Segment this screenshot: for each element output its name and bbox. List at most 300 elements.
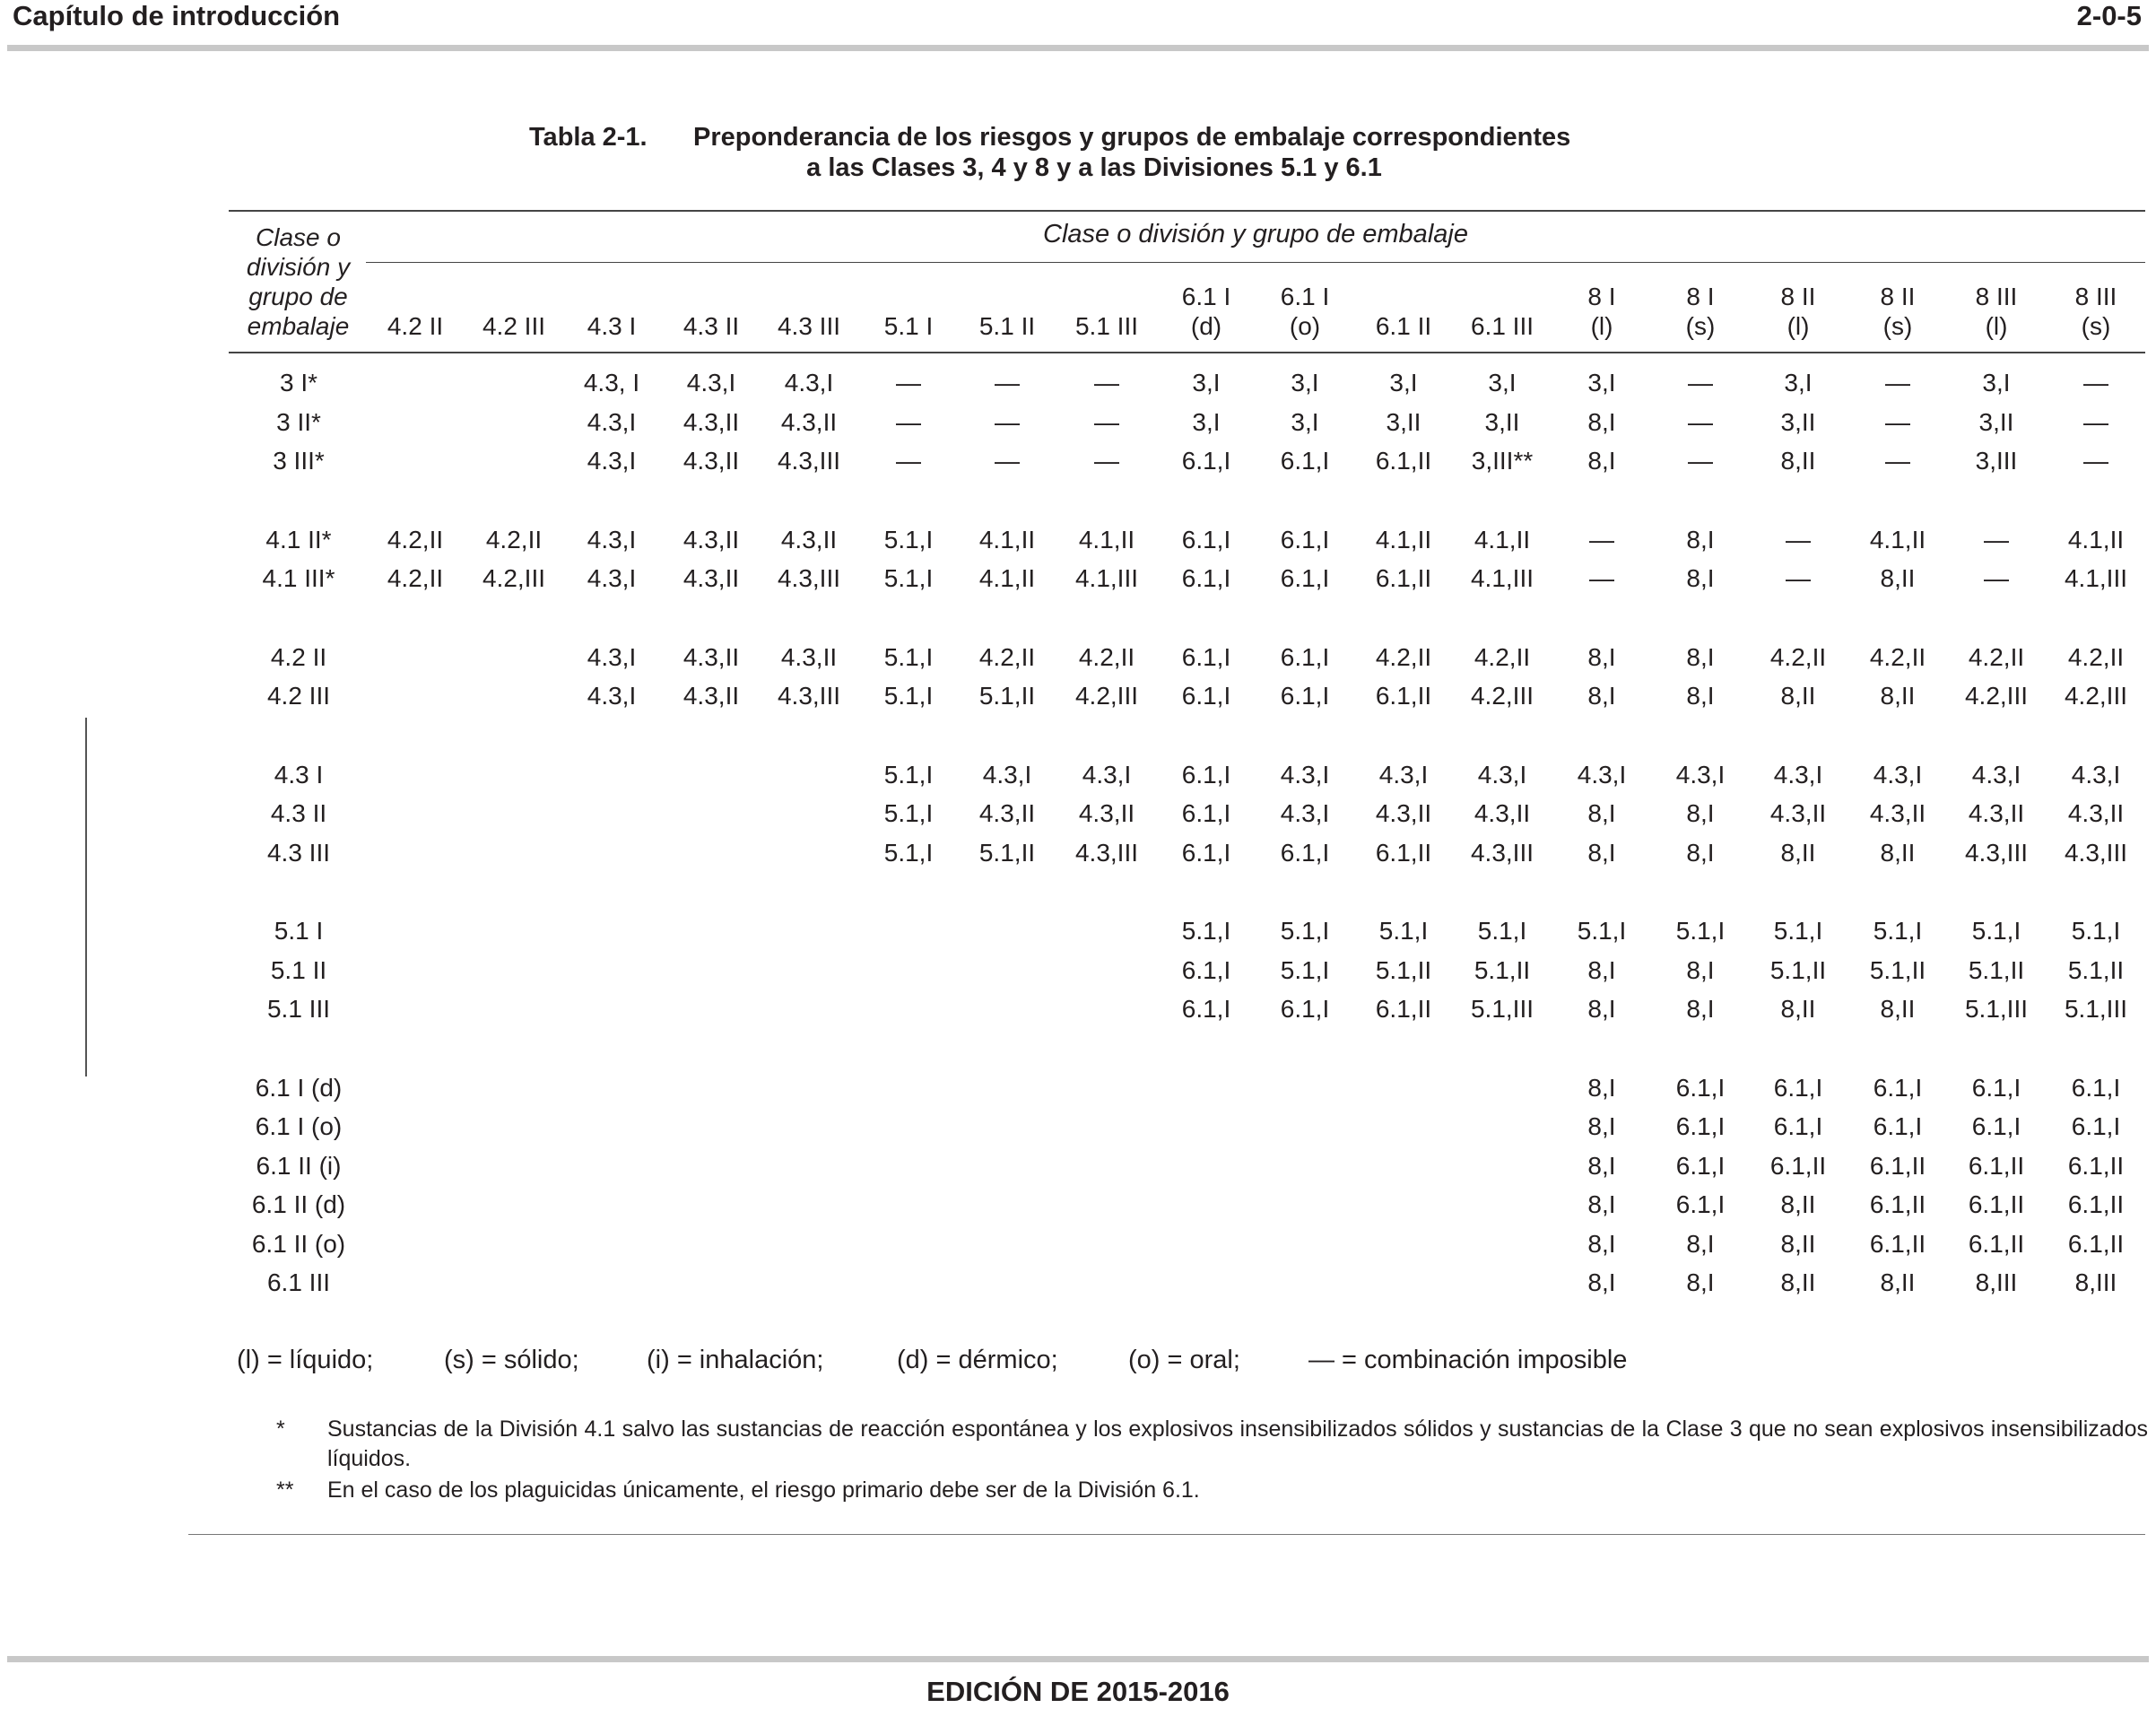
- table-cell: 4.1,III: [2064, 564, 2128, 592]
- column-header-line: 4.3 III: [777, 312, 841, 340]
- table-cell: 6.1,I: [1181, 682, 1231, 710]
- table-cell: 4.3,II: [780, 643, 838, 671]
- legend-item: — = combinación imposible: [1308, 1346, 1628, 1374]
- table-cell: 8,I: [1686, 1268, 1715, 1296]
- table-cell: 4.3,I: [587, 682, 637, 710]
- table-cell: 4.3,I: [1280, 799, 1330, 827]
- table-cell: 4.2,II: [1869, 643, 1926, 671]
- table-cell: 8,I: [1587, 799, 1616, 827]
- column-header: [1848, 278, 1947, 341]
- table-cell: 6.1,II: [1869, 1230, 1926, 1258]
- table-cell: 4.3,I: [1378, 761, 1429, 789]
- column-header-line: 8 II: [1880, 283, 1916, 310]
- table-cell: 4.3,III: [1964, 839, 2029, 867]
- table-cell: 8,I: [1587, 839, 1616, 867]
- legend-item: (o) = oral;: [1128, 1346, 1240, 1374]
- column-header: [1157, 278, 1256, 341]
- column-header-line: (d): [1190, 312, 1222, 340]
- table-cell: 6.1,II: [1869, 1152, 1926, 1180]
- column-header-line: 6.1 III: [1470, 312, 1534, 340]
- table-cell: —: [1984, 526, 2009, 553]
- table-cell: 5.1,I: [2071, 917, 2121, 945]
- table-cell: 5.1,I: [1280, 917, 1330, 945]
- column-header-line: 6.1 II: [1375, 312, 1432, 340]
- row-label: 6.1 I (d): [255, 1074, 343, 1102]
- table-cell: 3,I: [1488, 369, 1517, 397]
- column-header: [2047, 278, 2145, 341]
- table-cell: 4.3,I: [1675, 761, 1726, 789]
- table-cell: 6.1,II: [1375, 995, 1432, 1023]
- table-cell: 4.3,II: [682, 643, 740, 671]
- table-cell: —: [2083, 369, 2108, 397]
- column-header: [1057, 278, 1156, 341]
- table-title-line-2: a las Clases 3, 4 y 8 y a las Divisiones 5.1 y 6.1: [806, 153, 1382, 182]
- column-header: [760, 278, 858, 341]
- table-cell: 3,I: [1192, 369, 1221, 397]
- table-cell: 4.3,I: [1971, 761, 2021, 789]
- table-cell: —: [1094, 369, 1119, 397]
- table-cell: 4.1,II: [978, 526, 1036, 553]
- table-cell: 6.1,I: [1181, 956, 1231, 984]
- table-cell: 6.1,II: [1375, 564, 1432, 592]
- group-header-rule: [366, 262, 2145, 263]
- table-cell: 5.1,I: [883, 526, 934, 553]
- footer-divider: [7, 1656, 2149, 1662]
- table-cell: 8,I: [1587, 1112, 1616, 1140]
- table-cell: 6.1,I: [1280, 839, 1330, 867]
- table-cell: 5.1,I: [1873, 917, 1923, 945]
- footnote: [276, 1415, 2151, 1474]
- table-cell: 6.1,I: [2071, 1112, 2121, 1140]
- table-cell: —: [995, 369, 1020, 397]
- row-label: 3 II*: [276, 408, 321, 436]
- column-header-line: (s): [1882, 312, 1913, 340]
- table-cell: —: [2083, 447, 2108, 475]
- table-cell: 4.2,II: [1474, 643, 1531, 671]
- table-cell: 6.1,II: [1375, 839, 1432, 867]
- chapter-title: Capítulo de introducción: [13, 0, 341, 31]
- table-cell: 6.1,I: [1280, 682, 1330, 710]
- table-cell: 4.3,II: [2067, 799, 2125, 827]
- table-cell: 8,I: [1686, 799, 1715, 827]
- footnote-mark: *: [276, 1416, 285, 1442]
- table-cell: 4.1,III: [1470, 564, 1534, 592]
- row-label: 4.1 III*: [262, 564, 335, 592]
- table-cell: 3,I: [1389, 369, 1418, 397]
- table-cell: 6.1,I: [1181, 761, 1231, 789]
- column-header-line: 8 I: [1587, 283, 1616, 310]
- table-cell: 8,I: [1587, 956, 1616, 984]
- table-cell: 4.3,II: [978, 799, 1036, 827]
- table-cell: 4.3,I: [587, 408, 637, 436]
- table-cell: 4.3,I: [587, 526, 637, 553]
- table-cell: —: [1984, 564, 2009, 592]
- table-cell: —: [1589, 564, 1614, 592]
- table-cell: 4.3, I: [583, 369, 640, 397]
- table-cell: 3,I: [1587, 369, 1616, 397]
- table-cell: 5.1,II: [1474, 956, 1531, 984]
- table-cell: 8,II: [1780, 1190, 1816, 1218]
- legend-item: (s) = sólido;: [444, 1346, 579, 1374]
- table-cell: 4.2,II: [387, 526, 444, 553]
- table-cell: 4.2,II: [485, 526, 543, 553]
- table-cell: 8,II: [1880, 839, 1916, 867]
- table-cell: 4.2,II: [1769, 643, 1827, 671]
- table-cell: 4.3,I: [587, 447, 637, 475]
- table-cell: 5.1,II: [978, 682, 1036, 710]
- table-cell: 4.3,II: [682, 447, 740, 475]
- table-cell: 5.1,I: [883, 643, 934, 671]
- table-cell: 8,I: [1587, 1074, 1616, 1102]
- table-cell: 4.2,II: [1968, 643, 2025, 671]
- table-cell: 4.2,II: [1078, 643, 1135, 671]
- table-cell: —: [1885, 369, 1910, 397]
- table-cell: 6.1,I: [1971, 1112, 2021, 1140]
- table-cell: 4.2,III: [2064, 682, 2128, 710]
- margin-change-bar: [85, 718, 87, 1076]
- column-header: [958, 278, 1056, 341]
- table-cell: 6.1,I: [1181, 643, 1231, 671]
- table-cell: 3,III: [1975, 447, 2018, 475]
- table-cell: 4.3,III: [777, 564, 841, 592]
- table-cell: 4.1,II: [1078, 526, 1135, 553]
- table-cell: 6.1,I: [1675, 1190, 1726, 1218]
- table-cell: 4.1,II: [978, 564, 1036, 592]
- table-cell: 6.1,I: [1181, 564, 1231, 592]
- table-cell: 5.1,I: [1181, 917, 1231, 945]
- column-header: [465, 278, 563, 341]
- column-header-line: 4.3 I: [587, 312, 637, 340]
- table-cell: 6.1,I: [1181, 839, 1231, 867]
- stub-header: [229, 222, 368, 341]
- stub-header-line: grupo de: [248, 283, 348, 310]
- table-cell: —: [995, 447, 1020, 475]
- table-cell: 6.1,II: [1375, 447, 1432, 475]
- table-cell: 5.1,I: [1378, 917, 1429, 945]
- table-cell: 6.1,II: [1869, 1190, 1926, 1218]
- table-cell: 4.2,III: [482, 564, 546, 592]
- table-cell: 4.3,I: [1773, 761, 1823, 789]
- row-label: 4.2 III: [266, 682, 331, 710]
- table-cell: 4.2,III: [1074, 682, 1139, 710]
- table-cell: 6.1,II: [1968, 1230, 2025, 1258]
- column-header-line: 6.1 I: [1181, 283, 1231, 310]
- row-label: 4.3 III: [266, 839, 331, 867]
- table-cell: —: [1589, 526, 1614, 553]
- table-cell: —: [1786, 564, 1811, 592]
- table-cell: 8,I: [1686, 1230, 1715, 1258]
- table-cell: 8,I: [1587, 1152, 1616, 1180]
- table-cell: 8,III: [2074, 1268, 2117, 1296]
- table-cell: 6.1,I: [1675, 1074, 1726, 1102]
- table-cell: 5.1,I: [883, 761, 934, 789]
- legend-item: (d) = dérmico;: [897, 1346, 1058, 1374]
- table-cell: 6.1,II: [1968, 1152, 2025, 1180]
- row-label: 4.1 II*: [265, 526, 332, 553]
- row-label: 3 I*: [279, 369, 318, 397]
- row-label: 6.1 III: [266, 1268, 331, 1296]
- table-cell: 4.3,I: [1082, 761, 1132, 789]
- table-cell: —: [1094, 447, 1119, 475]
- table-cell: 4.3,I: [982, 761, 1032, 789]
- table-cell: 4.3,II: [682, 564, 740, 592]
- table-end-rule: [188, 1534, 2145, 1535]
- stub-header-line: división y: [246, 253, 351, 281]
- table-cell: 5.1,I: [1675, 917, 1726, 945]
- table-cell: —: [1885, 447, 1910, 475]
- table-cell: 5.1,I: [883, 564, 934, 592]
- table-cell: 4.2,II: [2067, 643, 2125, 671]
- table-cell: 8,I: [1587, 1230, 1616, 1258]
- column-header: [1552, 278, 1651, 341]
- column-header-line: (l): [1787, 312, 1810, 340]
- table-cell: 6.1,I: [1181, 799, 1231, 827]
- row-label: 4.3 II: [270, 799, 327, 827]
- table-cell: 6.1,I: [1873, 1112, 1923, 1140]
- table-cell: 8,I: [1587, 408, 1616, 436]
- table-cell: 6.1,II: [2067, 1190, 2125, 1218]
- table-cell: 6.1,I: [1280, 995, 1330, 1023]
- table-cell: 4.3,I: [1280, 761, 1330, 789]
- column-header-line: 5.1 I: [883, 312, 934, 340]
- column-header-line: 4.2 II: [387, 312, 444, 340]
- table-cell: 8,I: [1587, 643, 1616, 671]
- table-cell: 8,I: [1587, 447, 1616, 475]
- header-bottom-rule: [229, 352, 2145, 353]
- page-number: 2-0-5: [2076, 0, 2142, 31]
- column-header: [1651, 278, 1750, 341]
- table-cell: 4.3,I: [1873, 761, 1923, 789]
- table-cell: 4.3,I: [2071, 761, 2121, 789]
- column-header: [1354, 278, 1453, 341]
- row-label: 5.1 III: [266, 995, 331, 1023]
- table-cell: 4.1,II: [1375, 526, 1432, 553]
- table-cell: 4.2,II: [978, 643, 1036, 671]
- column-header-line: 8 III: [2074, 283, 2117, 310]
- table-cell: 5.1,I: [1971, 917, 2021, 945]
- table-cell: 6.1,I: [1280, 447, 1330, 475]
- row-label: 4.2 II: [270, 643, 327, 671]
- column-header-line: 4.2 III: [482, 312, 546, 340]
- column-header-line: (s): [2081, 312, 2111, 340]
- table-cell: 8,II: [1780, 1268, 1816, 1296]
- table-cell: 5.1,II: [2067, 956, 2125, 984]
- row-label: 6.1 II (d): [251, 1190, 346, 1218]
- edition-footer: EDICIÓN DE 2015-2016: [926, 1676, 1230, 1707]
- table-cell: 8,II: [1780, 995, 1816, 1023]
- column-header: [366, 278, 465, 341]
- column-header-line: 8 II: [1780, 283, 1816, 310]
- table-cell: 6.1,I: [1675, 1112, 1726, 1140]
- table-cell: 4.3,II: [1769, 799, 1827, 827]
- table-cell: 8,I: [1686, 839, 1715, 867]
- table-cell: 3,I: [1291, 408, 1319, 436]
- table-cell: 5.1,II: [978, 839, 1036, 867]
- header-divider: [7, 45, 2149, 51]
- column-header: [1947, 278, 2046, 341]
- stub-header-line: embalaje: [247, 312, 350, 340]
- footnote-mark: **: [276, 1477, 294, 1503]
- table-cell: 6.1,II: [1375, 682, 1432, 710]
- table-top-rule: [229, 210, 2145, 212]
- footnote-text: En el caso de los plaguicidas únicamente, el riesgo primario debe ser de la División 6.1.: [327, 1477, 1200, 1503]
- table-cell: 5.1,II: [1869, 956, 1926, 984]
- table-cell: 8,I: [1686, 995, 1715, 1023]
- table-cell: 6.1,I: [1280, 526, 1330, 553]
- table-cell: 6.1,I: [1181, 447, 1231, 475]
- column-header-line: 4.3 II: [682, 312, 740, 340]
- table-cell: 8,II: [1780, 682, 1816, 710]
- column-header-line: (l): [1590, 312, 1613, 340]
- table-cell: —: [1885, 408, 1910, 436]
- legend-item: (i) = inhalación;: [647, 1346, 824, 1374]
- column-header-line: (o): [1289, 312, 1321, 340]
- table-cell: 8,I: [1587, 1190, 1616, 1218]
- table-cell: 4.1,II: [1474, 526, 1531, 553]
- column-header-line: 5.1 III: [1074, 312, 1139, 340]
- table-title-line-1: Preponderancia de los riesgos y grupos de embalaje correspondientes: [693, 123, 1571, 152]
- table-cell: —: [2083, 408, 2108, 436]
- column-header-line: 8 I: [1686, 283, 1715, 310]
- table-cell: —: [1688, 408, 1713, 436]
- table-cell: 5.1,II: [1769, 956, 1827, 984]
- table-cell: 8,I: [1587, 1268, 1616, 1296]
- table-cell: —: [1688, 369, 1713, 397]
- column-header: [1256, 278, 1354, 341]
- row-label: 3 III*: [273, 447, 325, 475]
- table-cell: 5.1,I: [883, 682, 934, 710]
- table-cell: 3,II: [1978, 408, 2014, 436]
- table-cell: 8,I: [1686, 956, 1715, 984]
- table-cell: 8,II: [1880, 1268, 1916, 1296]
- table-cell: 4.3,II: [1474, 799, 1531, 827]
- table-cell: 6.1,I: [1280, 643, 1330, 671]
- table-cell: 8,III: [1975, 1268, 2018, 1296]
- table-cell: —: [896, 408, 921, 436]
- row-label: 4.3 I: [274, 761, 324, 789]
- table-cell: 5.1,I: [1280, 956, 1330, 984]
- table-cell: 4.3,II: [780, 526, 838, 553]
- table-cell: 6.1,I: [1773, 1112, 1823, 1140]
- table-cell: 5.1,II: [1375, 956, 1432, 984]
- table-cell: 4.3,III: [777, 682, 841, 710]
- table-cell: 4.3,I: [784, 369, 834, 397]
- table-cell: 6.1,I: [1971, 1074, 2021, 1102]
- table-cell: 4.2,II: [1375, 643, 1432, 671]
- table-number: Tabla 2-1.: [529, 123, 648, 152]
- table-cell: 6.1,I: [1181, 526, 1231, 553]
- footnote-text: Sustancias de la División 4.1 salvo las sustancias de reacción espontánea y los explosivos insensibilizados sólidos y sustancias de la Clase 3 que no sean explosivos insensibilizados líquidos.: [327, 1416, 2148, 1471]
- table-cell: 8,II: [1780, 839, 1816, 867]
- table-cell: 8,II: [1880, 995, 1916, 1023]
- table-cell: 5.1,II: [1968, 956, 2025, 984]
- table-cell: 6.1,I: [2071, 1074, 2121, 1102]
- row-label: 5.1 II: [270, 956, 327, 984]
- table-cell: 3,I: [1192, 408, 1221, 436]
- table-cell: 3,I: [1784, 369, 1813, 397]
- table-cell: —: [896, 369, 921, 397]
- column-header: [1749, 278, 1847, 341]
- table-cell: —: [1094, 408, 1119, 436]
- table-cell: 6.1,I: [1280, 564, 1330, 592]
- row-label: 6.1 I (o): [255, 1112, 343, 1140]
- table-cell: 5.1,III: [1470, 995, 1534, 1023]
- table-cell: 4.3,II: [780, 408, 838, 436]
- table-cell: 4.3,III: [777, 447, 841, 475]
- table-cell: 4.3,II: [1968, 799, 2025, 827]
- table-cell: 8,I: [1686, 643, 1715, 671]
- page-header: [13, 0, 2151, 32]
- table-cell: 4.3,I: [587, 564, 637, 592]
- table-cell: 5.1,I: [1577, 917, 1627, 945]
- table-cell: 6.1,II: [2067, 1152, 2125, 1180]
- table-cell: 4.1,III: [1074, 564, 1139, 592]
- table-cell: 5.1,III: [2064, 995, 2128, 1023]
- table-cell: 4.3,III: [1470, 839, 1534, 867]
- table-cell: 6.1,I: [1181, 995, 1231, 1023]
- group-header: Clase o división y grupo de embalaje: [1043, 220, 1468, 248]
- table-cell: 5.1,III: [1964, 995, 2029, 1023]
- table-cell: 4.2,III: [1470, 682, 1534, 710]
- table-cell: 3,II: [1780, 408, 1816, 436]
- table-cell: 4.1,II: [2067, 526, 2125, 553]
- table-cell: 8,I: [1686, 526, 1715, 553]
- column-header: [562, 278, 661, 341]
- table-cell: 3,II: [1386, 408, 1421, 436]
- table-cell: 5.1,I: [883, 839, 934, 867]
- column-header-line: (s): [1685, 312, 1716, 340]
- table-cell: —: [896, 447, 921, 475]
- column-header-line: 8 III: [1975, 283, 2018, 310]
- footnote: [276, 1476, 2151, 1505]
- table-cell: 4.3,I: [1477, 761, 1527, 789]
- row-label: 5.1 I: [274, 917, 324, 945]
- table-cell: 4.2,III: [1964, 682, 2029, 710]
- legend-item: (l) = líquido;: [237, 1346, 374, 1374]
- table-cell: 8,I: [1587, 682, 1616, 710]
- table-cell: 4.1,II: [1869, 526, 1926, 553]
- table-cell: 6.1,II: [1968, 1190, 2025, 1218]
- table-cell: 4.3,I: [686, 369, 736, 397]
- table-cell: 4.3,I: [587, 643, 637, 671]
- column-header: [1453, 278, 1552, 341]
- table-cell: 3,I: [1982, 369, 2011, 397]
- table-cell: 4.3,II: [682, 682, 740, 710]
- table-cell: 4.3,III: [2064, 839, 2128, 867]
- table-cell: 8,I: [1686, 682, 1715, 710]
- column-header-line: 5.1 II: [978, 312, 1036, 340]
- table-cell: —: [1786, 526, 1811, 553]
- table-cell: 8,II: [1880, 682, 1916, 710]
- table-cell: 6.1,I: [1873, 1074, 1923, 1102]
- table-cell: 4.2,II: [387, 564, 444, 592]
- table-cell: 3,I: [1291, 369, 1319, 397]
- table-cell: 8,II: [1880, 564, 1916, 592]
- table-cell: 4.3,II: [682, 526, 740, 553]
- row-label: 6.1 II (o): [251, 1230, 346, 1258]
- table-cell: 5.1,I: [883, 799, 934, 827]
- table-cell: 8,I: [1686, 564, 1715, 592]
- table-cell: 6.1,II: [2067, 1230, 2125, 1258]
- table-cell: 8,II: [1780, 447, 1816, 475]
- table-cell: 3,III**: [1471, 447, 1534, 475]
- table-cell: 6.1,I: [1675, 1152, 1726, 1180]
- table-cell: 4.3,I: [1577, 761, 1627, 789]
- table-cell: 6.1,II: [1769, 1152, 1827, 1180]
- column-header: [859, 278, 958, 341]
- stub-header-line: Clase o: [256, 223, 341, 251]
- table-cell: 3,II: [1484, 408, 1520, 436]
